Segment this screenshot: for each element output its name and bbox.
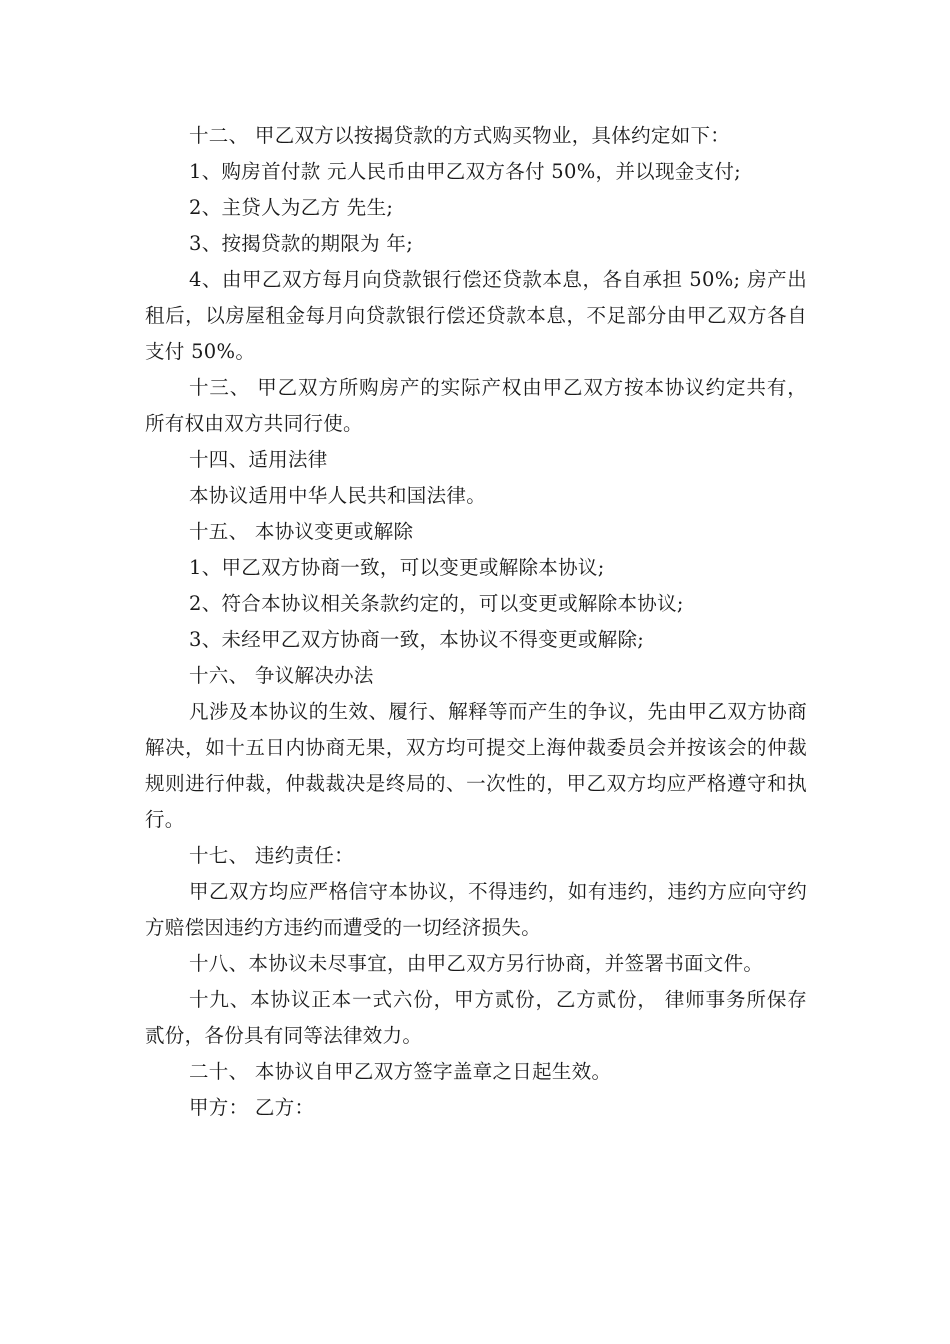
clause-12-heading: 十二、 甲乙双方以按揭贷款的方式购买物业，具体约定如下： <box>189 124 731 147</box>
clause-12-item-2: 2、主贷人为乙方 先生; <box>189 196 394 219</box>
clause-19: 十九、本协议正本一式六份，甲方贰份，乙方贰份， 律师事务所保存贰份，各份具有同等法律效力。 <box>145 988 807 1047</box>
clause-13: 十三、 甲乙双方所购房产的实际产权由甲乙双方按本协议约定共有，所有权由双方共同行使。 <box>145 376 807 435</box>
clause-15-item-1: 1、甲乙双方协商一致，可以变更或解除本协议; <box>189 556 605 579</box>
clause-17-heading: 十七、 违约责任： <box>189 844 354 867</box>
clause-16-heading: 十六、 争议解决办法 <box>189 664 374 687</box>
clause-14-body: 本协议适用中华人民共和国法律。 <box>189 484 487 507</box>
clause-12-item-3: 3、按揭贷款的期限为 年; <box>189 232 414 255</box>
clause-20: 二十、 本协议自甲乙双方签字盖章之日起生效。 <box>189 1060 612 1083</box>
clause-12-item-1: 1、购房首付款 元人民币由甲乙双方各付 50%，并以现金支付; <box>189 160 742 183</box>
clause-15-item-3: 3、未经甲乙双方协商一致，本协议不得变更或解除; <box>189 628 645 651</box>
document-body <box>145 118 807 1126</box>
clause-18: 十八、本协议未尽事宜，由甲乙双方另行协商，并签署书面文件。 <box>189 952 764 975</box>
clause-15-heading: 十五、 本协议变更或解除 <box>189 520 414 543</box>
clause-14-heading: 十四、适用法律 <box>189 448 328 471</box>
clause-15-item-2: 2、符合本协议相关条款约定的，可以变更或解除本协议; <box>189 592 684 615</box>
signature-line: 甲方： 乙方： <box>189 1096 315 1119</box>
clause-17-body: 甲乙双方均应严格信守本协议，不得违约，如有违约，违约方应向守约方赔偿因违约方违约而遭受的一切经济损失。 <box>145 880 807 939</box>
clause-16-body: 凡涉及本协议的生效、履行、解释等而产生的争议，先由甲乙双方协商解决，如十五日内协商无果，双方均可提交上海仲裁委员会并按该会的仲裁规则进行仲裁，仲裁裁决是终局的、一次性的，甲乙双方均应严格遵守和执行。 <box>145 700 807 831</box>
clause-12-item-4: 4、由甲乙双方每月向贷款银行偿还贷款本息，各自承担 50%; 房产出租后，以房屋租金每月向贷款银行偿还贷款本息，不足部分由甲乙双方各自支付 50%。 <box>145 268 807 363</box>
